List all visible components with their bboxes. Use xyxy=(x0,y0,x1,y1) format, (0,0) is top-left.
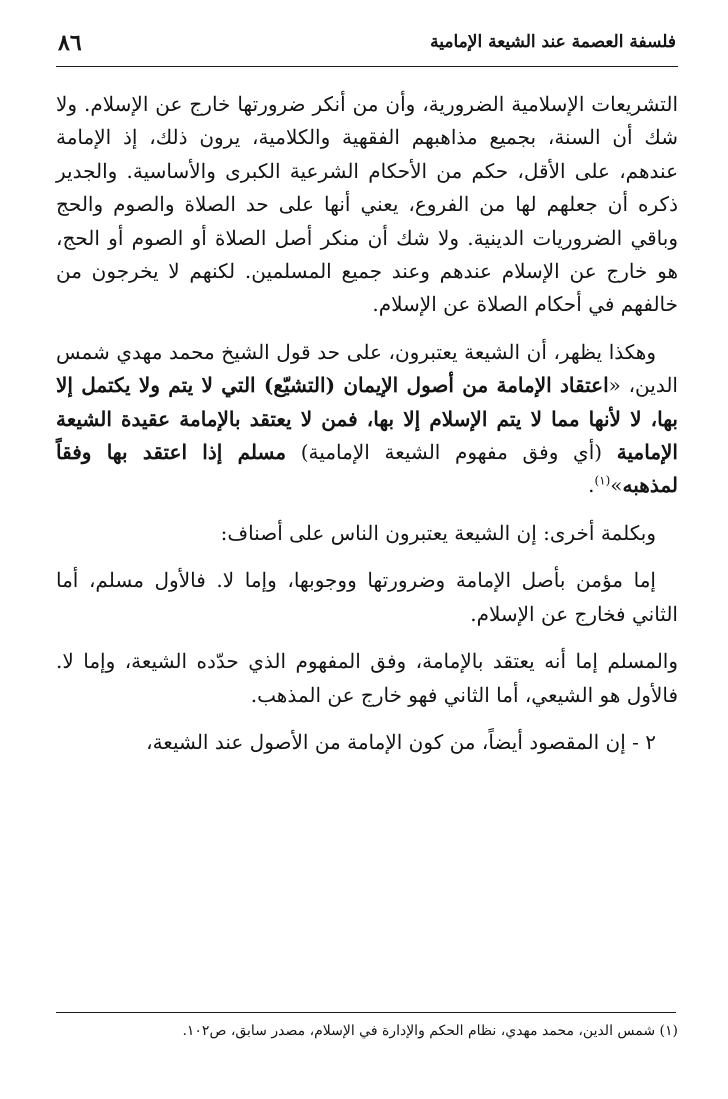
paragraph-4: إما مؤمن بأصل الإمامة وضرورتها ووجوبها، وإما لا. فالأول مسلم، أما الثاني فخارج عن الإسلام. xyxy=(56,568,678,626)
paragraph-3: وبكلمة أخرى: إن الشيعة يعتبرون الناس على أصناف: xyxy=(220,520,656,545)
quote-close: » xyxy=(610,473,623,498)
paragraph-2-end: . xyxy=(588,473,595,498)
footnote-divider xyxy=(56,1012,676,1013)
page-number: ٨٦ xyxy=(58,30,82,56)
running-title: فلسفة العصمة عند الشيعة الإمامية xyxy=(430,32,676,52)
paragraph-1: التشريعات الإسلامية الضرورية، وأن من أنكر ضرورتها خارج عن الإسلام. ولا شك أن السنة، بجميع مذاهبهم الفقهية والكلامية، يرون ذلك، إذ الإمامة عندهم، على الأقل، حكم من الأحكام الشرعية الكبرى والأساسية. والجدير ذكره أن جعلهم لها من الفروع، يعني أنها على حد الصلاة والصوم والحج وباقي الضروريات الدينية. ولا شك أن منكر أصل الصلاة أو الصوم أو الحج، هو خارج عن الإسلام عندهم وعند جميع المسلمين. لكنهم لا يخرجون من خالفهم في أحكام الصلاة عن الإسلام. xyxy=(56,92,679,317)
paragraph-5: والمسلم إما أنه يعتقد بالإمامة، وفق المفهوم الذي حدّده الشيعة، وإما لا. فالأول هو الشيعي، أما الثاني فهو خارج عن المذهب. xyxy=(56,649,678,707)
page-header xyxy=(56,24,678,67)
book-page xyxy=(56,24,678,1084)
quote-parenthetical: (أي وفق مفهوم الشيعة الإمامية) xyxy=(286,440,617,465)
quote-bold-1: اعتقاد الإمامة من أصول الإيمان (التشيّع) التي لا يتم ولا يكتمل إلا بها، لا لأنها مما لا يتم الإسلام إلا بها، فمن لا يعتقد بالإمامة عقيدة الشيعة الإمامية xyxy=(56,373,678,465)
footnote-1: (١) شمس الدين، محمد مهدي، نظام الحكم والإدارة في الإسلام، مصدر سابق، ص١٠٢. xyxy=(182,1023,678,1039)
paragraph-2 xyxy=(56,336,678,503)
paragraph-6: ٢ - إن المقصود أيضاً، من كون الإمامة من الأصول عند الشيعة، xyxy=(146,729,656,754)
footnote-ref: (١) xyxy=(594,473,611,488)
quote-bold-2: مسلم إذا اعتقد بها وفقاً لمذهبه xyxy=(56,440,678,498)
body-text xyxy=(56,88,678,759)
paragraph-2-intro: وهكذا يظهر، أن الشيعة يعتبرون، على حد قول الشيخ محمد مهدي شمس الدين، « xyxy=(56,339,678,398)
